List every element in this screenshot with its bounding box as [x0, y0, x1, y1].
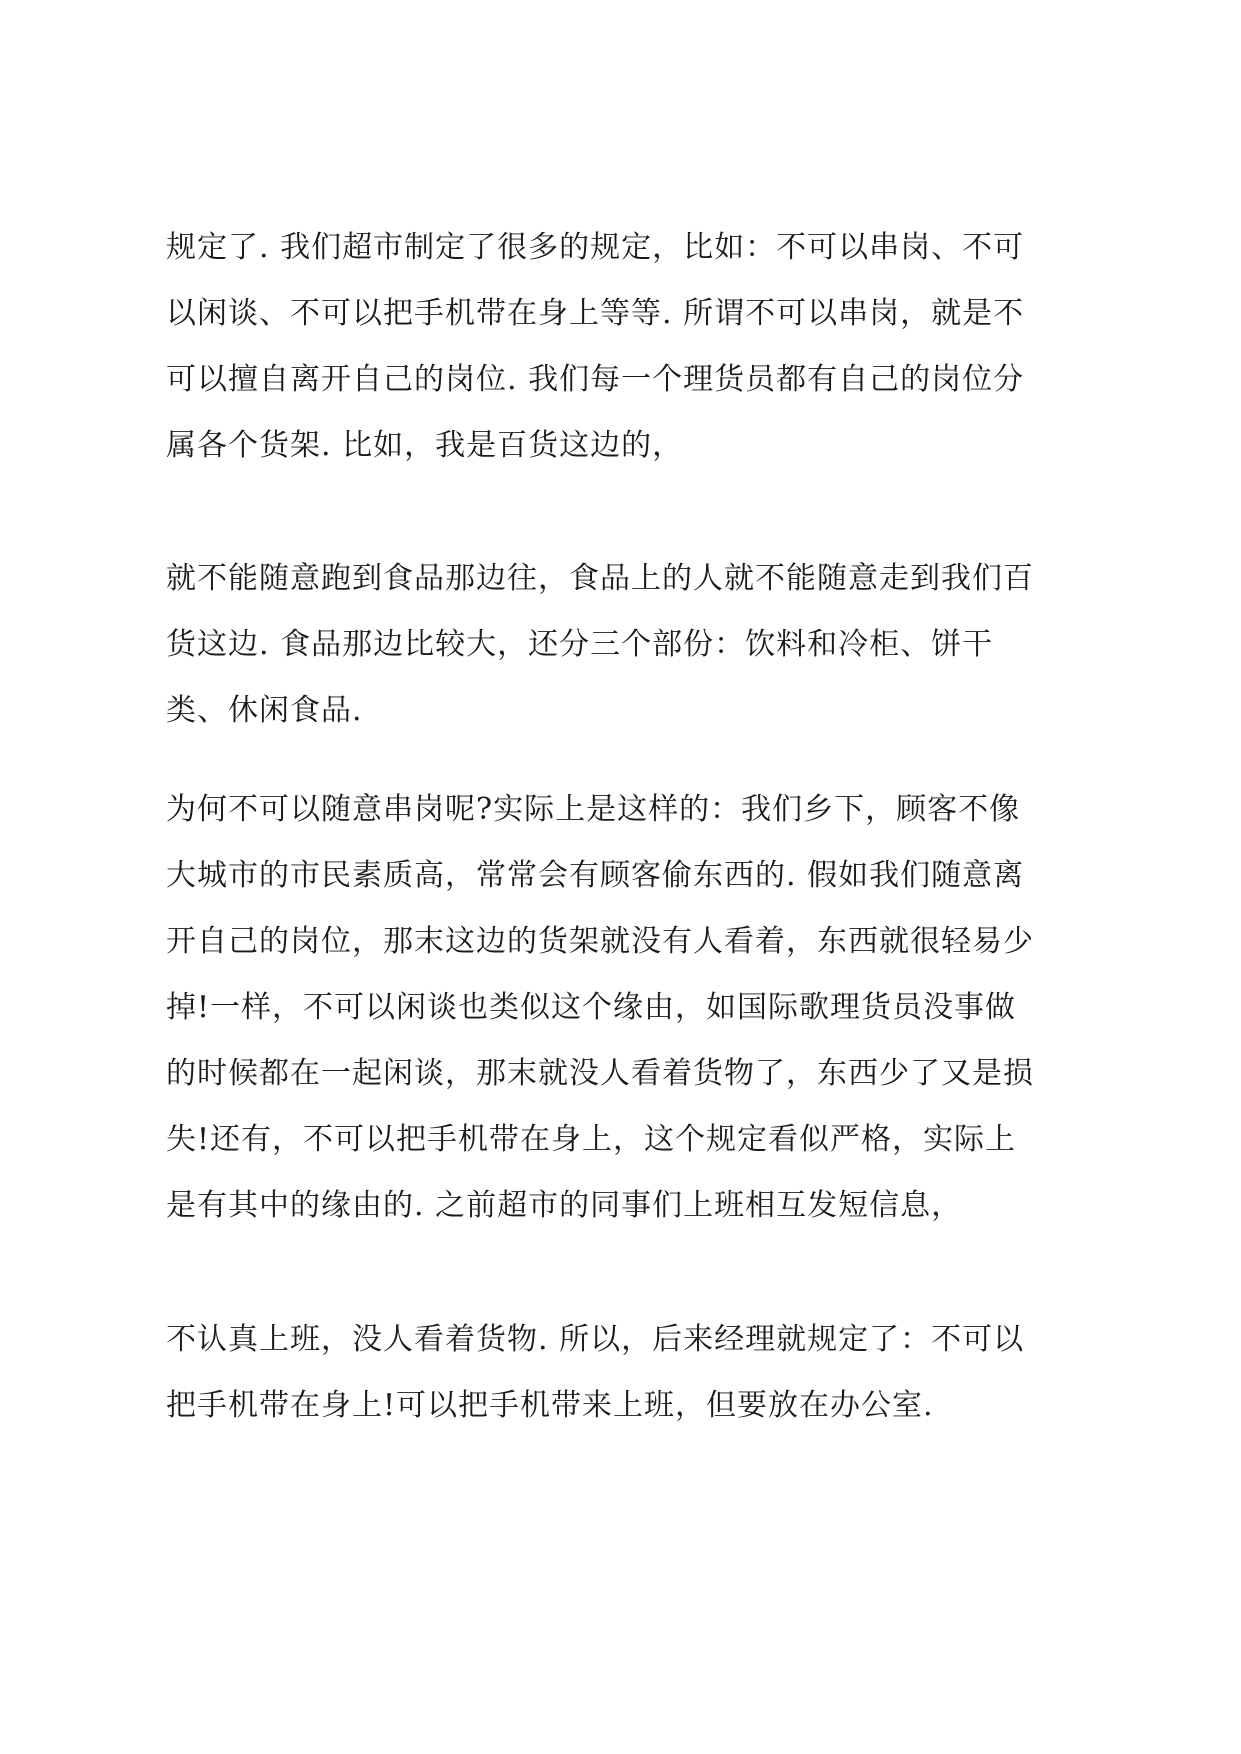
text-line: 货这边. 食品那边比较大，还分三个部份：饮料和冷柜、饼干 [166, 627, 994, 662]
text-line: 的时候都在一起闲谈，那末就没人看着货物了，东西少了又是损 [166, 1056, 1034, 1091]
text-line: 为何不可以随意串岗呢?实际上是这样的：我们乡下，顾客不像 [166, 792, 1021, 827]
text-line: 不认真上班，没人看着货物. 所以，后来经理就规定了：不可以 [166, 1322, 1025, 1357]
text-line: 规定了. 我们超市制定了很多的规定，比如：不可以串岗、不可 [166, 230, 1025, 265]
text-line: 把手机带在身上!可以把手机带来上班，但要放在办公室. [166, 1388, 934, 1423]
text-line: 可以擅自离开自己的岗位. 我们每一个理货员都有自己的岗位分 [166, 362, 1025, 397]
text-line: 属各个货架. 比如，我是百货这边的， [166, 428, 684, 463]
text-line: 就不能随意跑到食品那边往，食品上的人就不能随意走到我们百 [166, 561, 1034, 596]
text-line: 掉!一样，不可以闲谈也类似这个缘由，如国际歌理货员没事做 [166, 990, 1017, 1025]
paragraph-2 [166, 546, 1106, 744]
text-line: 是有其中的缘由的. 之前超市的同事们上班相互发短信息， [166, 1188, 963, 1223]
paragraph-3 [166, 777, 1106, 1239]
text-line: 开自己的岗位，那末这边的货架就没有人看着，东西就很轻易少 [166, 924, 1034, 959]
text-line: 类、休闲食品. [166, 693, 363, 728]
text-line: 大城市的市民素质高，常常会有顾客偷东西的. 假如我们随意离 [166, 858, 1025, 893]
paragraph-1 [166, 215, 1106, 479]
paragraph-4 [166, 1307, 1106, 1439]
text-line: 以闲谈、不可以把手机带在身上等等. 所谓不可以串岗，就是不 [166, 296, 1025, 331]
text-line: 失!还有，不可以把手机带在身上，这个规定看似严格，实际上 [166, 1122, 1017, 1157]
